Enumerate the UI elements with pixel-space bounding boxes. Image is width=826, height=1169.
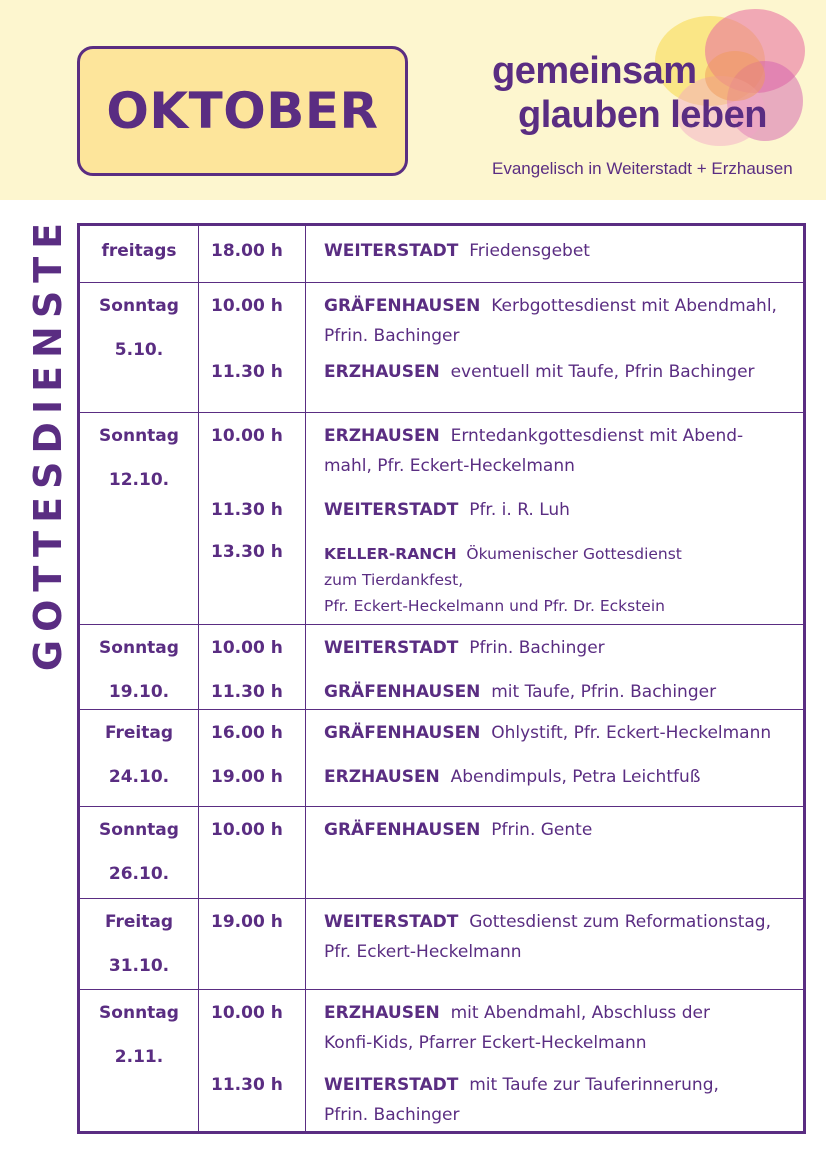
time-label: 10.00 h: [211, 820, 283, 840]
service-entry: [324, 907, 799, 967]
service-description: Pfrin. Bachinger: [324, 326, 460, 346]
place-name: GRÄFENHAUSEN: [324, 723, 481, 743]
service-description: eventuell mit Taufe, Pfrin Bachinger: [450, 362, 755, 382]
day-label: Sonntag: [99, 638, 179, 658]
place-name: ERZHAUSEN: [324, 1003, 440, 1023]
column-divider: [198, 625, 199, 709]
time-label: 16.00 h: [211, 723, 283, 743]
time-label: 10.00 h: [211, 638, 283, 658]
schedule-row: [80, 710, 803, 807]
service-description: Pfrin. Bachinger: [469, 638, 605, 658]
column-divider: [198, 226, 199, 282]
date-label: 26.10.: [108, 863, 170, 884]
service-description: Konfi-Kids, Pfarrer Eckert-Heckelmann: [324, 1033, 647, 1053]
time-label: 10.00 h: [211, 296, 283, 316]
section-title: GOTTESDIENSTE: [26, 214, 70, 672]
time-label: 10.00 h: [211, 426, 283, 446]
schedule-row: [80, 990, 803, 1133]
place-name: WEITERSTADT: [324, 638, 459, 658]
service-entry: [324, 421, 799, 481]
place-name: WEITERSTADT: [324, 500, 459, 520]
service-description: mahl, Pfr. Eckert-Heckelmann: [324, 456, 575, 476]
service-description: Ohlystift, Pfr. Eckert-Heckelmann: [491, 723, 772, 743]
day-cell: [80, 724, 198, 787]
column-divider: [198, 807, 199, 898]
service-description: Abendimpuls, Petra Leichtfuß: [450, 767, 701, 787]
logo-subtitle: Evangelisch in Weiterstadt + Erzhausen: [492, 159, 793, 178]
day-label: Sonntag: [99, 296, 179, 316]
service-description: Pfrin. Gente: [491, 820, 593, 840]
column-divider: [198, 413, 199, 624]
day-label: Freitag: [104, 723, 174, 743]
column-divider: [198, 899, 199, 989]
service-description: Gottesdienst zum Reformationstag,: [469, 912, 772, 932]
column-divider: [198, 710, 199, 806]
schedule-row: [80, 283, 803, 413]
service-description: Friedensgebet: [469, 241, 590, 261]
service-entry: [324, 718, 799, 748]
logo-text-line2: glauben leben: [518, 94, 767, 136]
service-entry: [324, 357, 799, 387]
schedule-table: [77, 223, 806, 1134]
service-entry: [324, 291, 799, 351]
service-entry: [324, 495, 799, 525]
day-label: Sonntag: [99, 1003, 179, 1023]
column-divider: [198, 283, 199, 412]
service-description: mit Abendmahl, Abschluss der: [450, 1003, 710, 1023]
header-band: [0, 0, 826, 200]
section-side-label: [0, 214, 82, 672]
place-name: KELLER-RANCH: [324, 545, 457, 563]
service-entry: [324, 677, 799, 707]
service-entry: [324, 1070, 799, 1130]
place-name: ERZHAUSEN: [324, 362, 440, 382]
date-label: 31.10.: [108, 955, 170, 976]
time-label: 19.00 h: [211, 767, 283, 787]
time-label: 18.00 h: [211, 241, 283, 261]
month-title: OKTOBER: [106, 82, 379, 140]
day-cell: [80, 297, 198, 360]
place-name: GRÄFENHAUSEN: [324, 296, 481, 316]
day-cell: [80, 913, 198, 976]
service-description: mit Taufe, Pfrin. Bachinger: [491, 682, 717, 702]
service-description: Pfr. i. R. Luh: [469, 500, 570, 520]
column-divider: [198, 990, 199, 1133]
service-description: zum Tierdankfest,: [324, 571, 464, 589]
day-label: Sonntag: [99, 426, 179, 446]
place-name: ERZHAUSEN: [324, 767, 440, 787]
service-description: mit Taufe zur Tauferinnerung,: [469, 1075, 719, 1095]
service-entry: [324, 236, 799, 266]
service-description: Kerbgottesdienst mit Abendmahl,: [491, 296, 777, 316]
date-label: 19.10.: [108, 681, 170, 702]
time-label: 10.00 h: [211, 1003, 283, 1023]
service-description: Ökumenischer Gottesdienst: [466, 545, 682, 563]
day-cell: [80, 427, 198, 490]
place-name: GRÄFENHAUSEN: [324, 682, 481, 702]
date-label: 12.10.: [108, 469, 170, 490]
logo-text-line1: gemeinsam: [492, 50, 697, 92]
time-label: 11.30 h: [211, 362, 283, 382]
time-label: 11.30 h: [211, 500, 283, 520]
schedule-row: [80, 899, 803, 990]
time-label: 19.00 h: [211, 912, 283, 932]
date-label: 2.11.: [114, 1046, 164, 1067]
day-label: Sonntag: [99, 820, 179, 840]
month-box: [77, 46, 408, 176]
time-label: 11.30 h: [211, 682, 283, 702]
time-label: 13.30 h: [211, 542, 283, 562]
day-cell: [80, 1004, 198, 1067]
day-cell: [80, 821, 198, 884]
service-entry: [324, 998, 799, 1058]
date-label: 5.10.: [114, 339, 164, 360]
place-name: ERZHAUSEN: [324, 426, 440, 446]
day-label: Freitag: [104, 912, 174, 932]
place-name: WEITERSTADT: [324, 912, 459, 932]
service-description: Pfrin. Bachinger: [324, 1105, 460, 1125]
service-entry: [324, 541, 799, 619]
date-label: 24.10.: [108, 766, 170, 787]
day-cell: [80, 639, 198, 702]
service-entry: [324, 633, 799, 663]
place-name: WEITERSTADT: [324, 241, 459, 261]
day-label: freitags: [101, 241, 177, 261]
schedule-row: [80, 413, 803, 625]
service-description: Pfr. Eckert-Heckelmann und Pfr. Dr. Eckstein: [324, 597, 665, 615]
place-name: GRÄFENHAUSEN: [324, 820, 481, 840]
place-name: WEITERSTADT: [324, 1075, 459, 1095]
schedule-row: [80, 625, 803, 710]
day-cell: [80, 242, 198, 262]
time-label: 11.30 h: [211, 1075, 283, 1095]
schedule-row: [80, 807, 803, 899]
schedule-row: [80, 226, 803, 283]
service-entry: [324, 762, 799, 792]
service-entry: [324, 815, 799, 845]
service-description: Pfr. Eckert-Heckelmann: [324, 942, 522, 962]
service-description: Erntedankgottesdienst mit Abend-: [450, 426, 744, 446]
